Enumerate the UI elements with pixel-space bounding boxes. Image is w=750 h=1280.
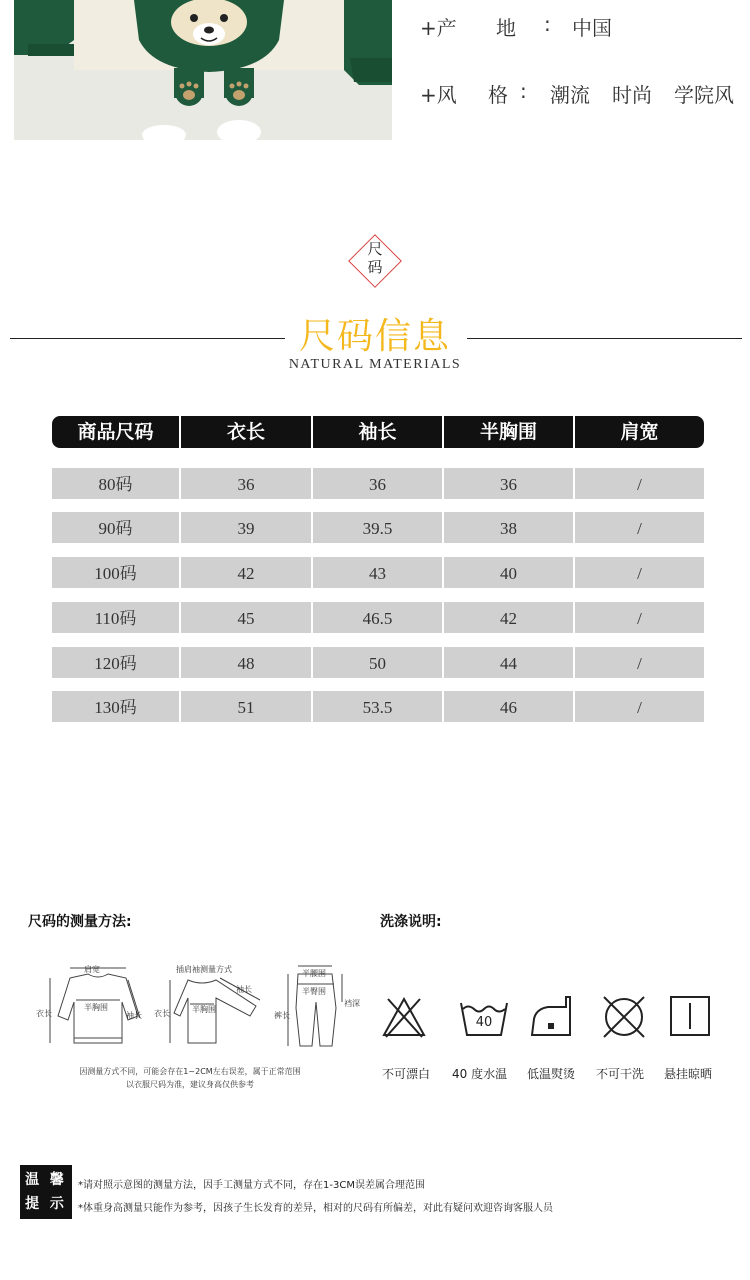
label-rise: 裆深 <box>344 999 360 1008</box>
measure-diagrams <box>30 958 370 1048</box>
label-pants-length: 裤长 <box>274 1011 290 1020</box>
label-chest-raglan: 半胸围 <box>192 1005 216 1014</box>
table-header-shoulder: 肩宽 <box>575 416 704 448</box>
size-badge-char-2: 码 <box>367 258 383 276</box>
table-cell: 36 <box>313 468 442 499</box>
table-header-length: 衣长 <box>181 416 311 448</box>
label-hip: 半臀围 <box>302 987 326 996</box>
label-waist: 半腰围 <box>302 969 326 978</box>
product-photo <box>14 0 392 140</box>
section-subtitle: NATURAL MATERIALS <box>288 357 462 372</box>
tips-badge <box>20 1165 72 1219</box>
tips-badge-line-1: 温 馨 <box>25 1172 67 1188</box>
table-cell: 80码 <box>52 468 179 499</box>
table-cell: 44 <box>444 647 573 678</box>
attr-style-value-1: 潮流 <box>550 83 590 107</box>
size-badge <box>347 233 403 289</box>
measure-note-1: 因测量方式不同，可能会存在1~2CM左右误差，属于正常范围 <box>79 1067 301 1076</box>
attr-style-key: +风 <box>420 83 457 107</box>
table-cell: / <box>575 647 704 678</box>
label-sleeve: 袖长 <box>126 1011 142 1020</box>
table-cell: 42 <box>444 602 573 633</box>
label-shoulder: 肩宽 <box>84 965 100 974</box>
label-length: 衣长 <box>36 1009 52 1018</box>
divider-left <box>10 338 285 339</box>
label-length-raglan: 衣长 <box>154 1009 170 1018</box>
table-header-size: 商品尺码 <box>52 416 179 448</box>
table-cell: 38 <box>444 512 573 543</box>
table-cell: 36 <box>181 468 311 499</box>
tip-line-1: *请对照示意图的测量方法，因手工测量方式不同，存在1-3CM误差属合理范围 <box>78 1180 425 1191</box>
wash-label-3: 低温熨烫 <box>527 1067 576 1081</box>
table-cell: / <box>575 468 704 499</box>
table-cell: 110码 <box>52 602 179 633</box>
label-chest: 半胸围 <box>84 1003 108 1012</box>
table-cell: 39 <box>181 512 311 543</box>
attr-origin-key2: 地 <box>496 16 516 40</box>
wash-temp: 40 <box>475 1015 493 1030</box>
section-title: 尺码信息 <box>298 316 451 357</box>
table-header-sleeve: 袖长 <box>313 416 442 448</box>
measure-note-2: 以衣服尺码为准，建议身高仅供参考 <box>126 1080 254 1089</box>
attr-origin-key: +产 <box>420 16 457 40</box>
attr-style-value-3: 学院风 <box>674 83 734 107</box>
wash-label-1: 不可漂白 <box>382 1067 431 1081</box>
table-cell: 51 <box>181 691 311 722</box>
table-cell: 43 <box>313 557 442 588</box>
table-cell: 45 <box>181 602 311 633</box>
table-cell: 50 <box>313 647 442 678</box>
attr-style-key2: 格 <box>488 83 508 107</box>
no-bleach-icon <box>380 993 428 1041</box>
hang-dry-icon <box>668 993 716 1041</box>
attr-origin-sep: : <box>544 12 551 36</box>
label-sleeve-raglan: 袖长 <box>236 985 252 994</box>
table-cell: 130码 <box>52 691 179 722</box>
wash-label-2: 40 度水温 <box>452 1067 508 1081</box>
raglan-title: 插肩袖测量方式 <box>176 965 232 974</box>
table-cell: / <box>575 602 704 633</box>
wash-label-4: 不可干洗 <box>596 1067 645 1081</box>
table-cell: 46.5 <box>313 602 442 633</box>
table-cell: 120码 <box>52 647 179 678</box>
table-cell: 90码 <box>52 512 179 543</box>
attr-style-sep: : <box>520 79 527 103</box>
iron-low-icon <box>528 993 576 1041</box>
table-cell: 100码 <box>52 557 179 588</box>
table-cell: / <box>575 691 704 722</box>
table-cell: 36 <box>444 468 573 499</box>
tips-badge-line-2: 提 示 <box>25 1196 67 1212</box>
table-cell: / <box>575 557 704 588</box>
table-cell: 46 <box>444 691 573 722</box>
measure-heading: 尺码的测量方法: <box>28 914 132 930</box>
table-cell: 40 <box>444 557 573 588</box>
tip-line-2: *体重身高测量只能作为参考，因孩子生长发育的差异，相对的尺码有所偏差，对此有疑问欢迎咨询客服人员 <box>78 1203 553 1214</box>
size-badge-char-1: 尺 <box>367 240 383 258</box>
divider-right <box>467 338 742 339</box>
table-cell: 42 <box>181 557 311 588</box>
table-cell: / <box>575 512 704 543</box>
table-cell: 53.5 <box>313 691 442 722</box>
wash-label-5: 悬挂晾晒 <box>664 1067 713 1081</box>
attr-origin-value: 中国 <box>572 16 612 40</box>
attr-style-value-2: 时尚 <box>612 83 652 107</box>
wash-heading: 洗涤说明: <box>380 914 442 930</box>
table-cell: 39.5 <box>313 512 442 543</box>
no-dry-clean-icon <box>600 993 648 1041</box>
table-header-chest: 半胸围 <box>444 416 573 448</box>
wash-40-icon <box>458 993 506 1041</box>
table-cell: 48 <box>181 647 311 678</box>
